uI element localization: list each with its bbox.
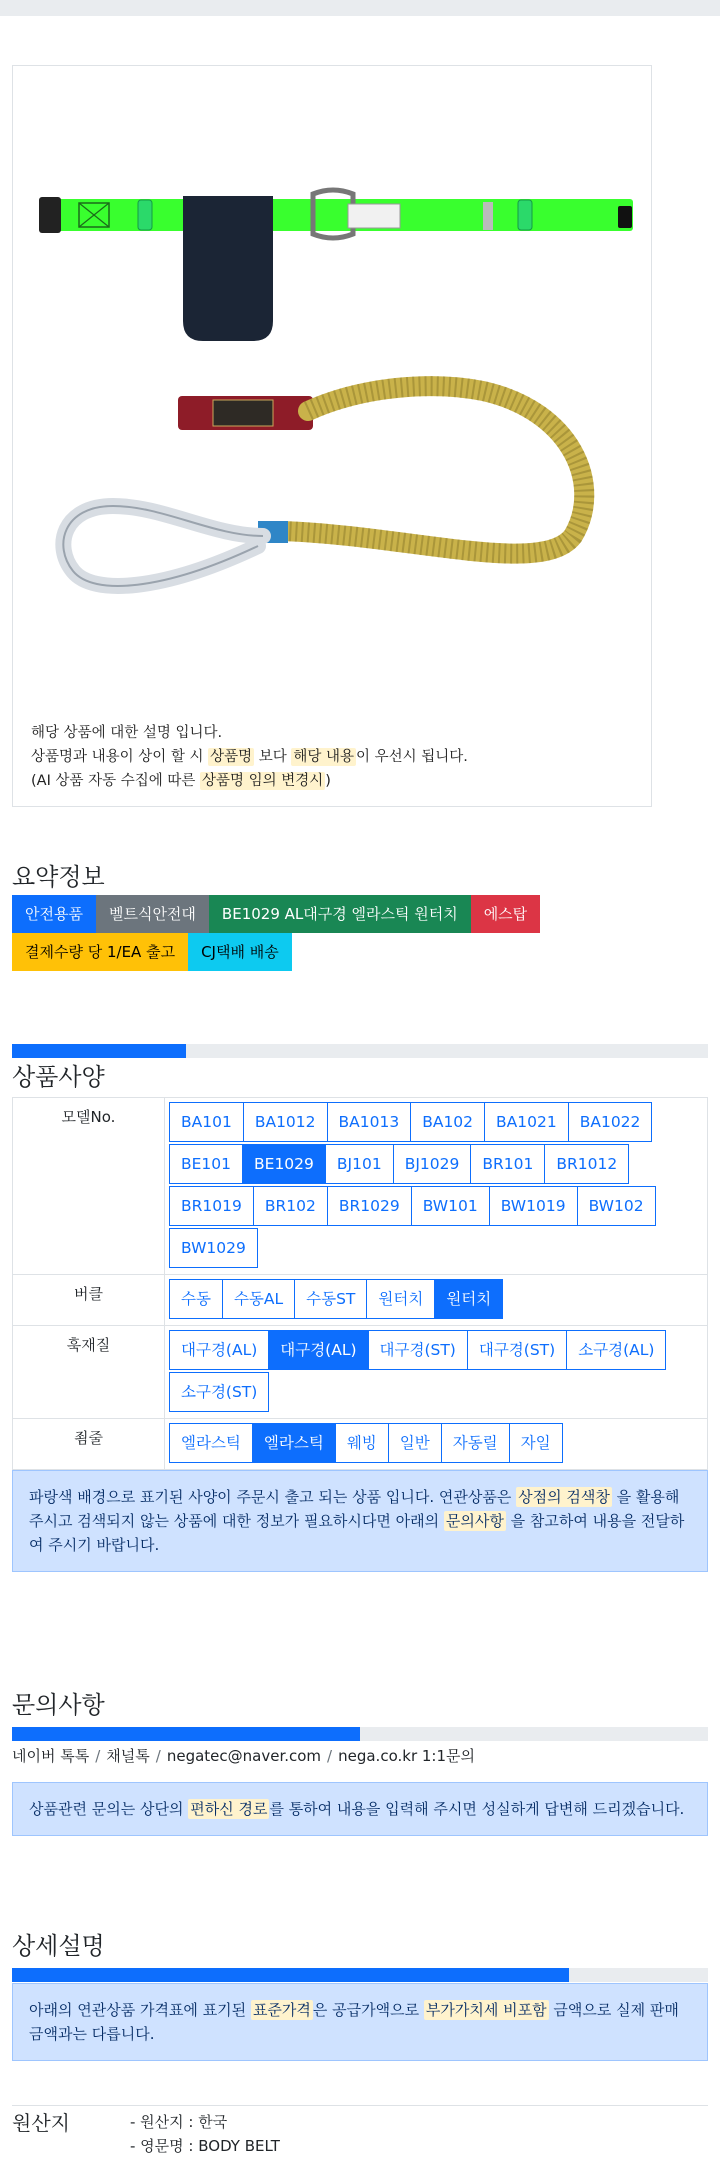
spec-option-button[interactable]: BA1013 bbox=[327, 1102, 412, 1142]
spec-label-model: 모델No. bbox=[13, 1098, 165, 1275]
spec-option-button[interactable]: 대구경(AL) bbox=[169, 1330, 269, 1370]
spec-option-button[interactable]: BA1022 bbox=[568, 1102, 653, 1142]
belt-end-right bbox=[618, 206, 632, 228]
spec-option-button[interactable]: 엘라스틱 bbox=[169, 1423, 253, 1463]
spec-row-lanyard bbox=[13, 1419, 708, 1470]
belt-pouch bbox=[183, 196, 273, 341]
spec-option-button[interactable]: BW1029 bbox=[169, 1228, 258, 1268]
spec-option-button[interactable]: BA1012 bbox=[243, 1102, 328, 1142]
spec-option-button[interactable]: BR102 bbox=[253, 1186, 328, 1226]
spec-label-lanyard: 죔줄 bbox=[13, 1419, 165, 1470]
link-channel-talk[interactable]: 채널톡 bbox=[106, 1747, 150, 1765]
belt-buckle-left bbox=[39, 197, 61, 233]
spec-label-hook: 훅재질 bbox=[13, 1326, 165, 1419]
highlight-product-name: 상품명 bbox=[210, 749, 253, 765]
product-image-description bbox=[31, 721, 468, 793]
inquiry-progress-bar bbox=[12, 1727, 708, 1741]
detail-progress-bar bbox=[12, 1968, 708, 1982]
spec-row-buckle bbox=[13, 1275, 708, 1326]
spec-option-button[interactable]: BR1019 bbox=[169, 1186, 254, 1226]
inquiry-title: 문의사항 bbox=[12, 1691, 105, 1719]
spec-progress-bar bbox=[12, 1044, 708, 1058]
origin-country: - 원산지 : 한국 bbox=[130, 2113, 228, 2131]
spec-notice: 파랑색 배경으로 표기된 사양이 주문시 출고 되는 상품 입니다. 연관상품은 상점의 검색창 을 활용해 주시고 검색되지 않는 상품에 대한 정보가 필요하시다면 아래의 문의사항 을 참고하여 내용을 전달하여 주시기 바랍니다. bbox=[12, 1470, 708, 1572]
spec-label-buckle: 버클 bbox=[13, 1275, 165, 1326]
lanyard-options bbox=[169, 1423, 703, 1465]
hook-options bbox=[169, 1330, 703, 1414]
model-options bbox=[169, 1102, 703, 1270]
highlight-convenient-route: 편하신 경로 bbox=[190, 1800, 268, 1818]
spec-row-model bbox=[13, 1098, 708, 1275]
spec-option-button[interactable]: 웨빙 bbox=[335, 1423, 389, 1463]
highlight-content: 해당 내용 bbox=[293, 749, 355, 765]
spec-option-button[interactable]: BA101 bbox=[169, 1102, 244, 1142]
snap-hook bbox=[63, 506, 263, 586]
belt-label bbox=[348, 204, 400, 228]
belt-strap bbox=[43, 199, 633, 231]
product-image bbox=[13, 66, 651, 666]
detail-notice: 아래의 연관상품 가격표에 표기된 표준가격 은 공급가액으로 부가가치세 비포함 금액으로 실제 판매금액과는 다릅니다. bbox=[12, 1983, 708, 2061]
link-email[interactable]: negatec@naver.com bbox=[166, 1747, 322, 1765]
top-bar bbox=[0, 0, 720, 16]
detail-title: 상세설명 bbox=[12, 1932, 105, 1960]
spec-option-button[interactable]: BE101 bbox=[169, 1144, 243, 1184]
spec-option-button[interactable]: 자일 bbox=[509, 1423, 563, 1463]
origin-label: 원산지 bbox=[12, 2111, 70, 2135]
product-image-card bbox=[12, 65, 652, 807]
spec-option-button[interactable]: BR1012 bbox=[544, 1144, 629, 1184]
spec-option-button[interactable]: 원터치 bbox=[434, 1279, 503, 1319]
badge-quantity: 결제수량 당 1/EA 출고 bbox=[12, 933, 188, 971]
badge-product-name: BE1029 AL대구경 엘라스틱 원터치 bbox=[209, 895, 471, 933]
summary-badges bbox=[12, 895, 712, 971]
spec-option-button[interactable]: 엘라스틱 bbox=[252, 1423, 336, 1463]
badge-category: 안전용품 bbox=[12, 895, 96, 933]
spec-option-button[interactable]: 대구경(ST) bbox=[467, 1330, 567, 1370]
spec-option-button[interactable]: BA102 bbox=[410, 1102, 485, 1142]
belt-keeper bbox=[483, 202, 493, 230]
highlight-standard-price: 표준가격 bbox=[252, 2001, 311, 2019]
badge-shipping: CJ택배 배송 bbox=[188, 933, 292, 971]
spec-option-button[interactable]: BW102 bbox=[577, 1186, 656, 1226]
spec-option-button[interactable]: 원터치 bbox=[366, 1279, 435, 1319]
spec-option-button[interactable]: BR101 bbox=[470, 1144, 545, 1184]
buckle-options bbox=[169, 1279, 703, 1321]
highlight-search-box: 상점의 검색창 bbox=[518, 1488, 610, 1506]
spec-option-button[interactable]: BE1029 bbox=[242, 1144, 326, 1184]
spec-option-button[interactable]: 일반 bbox=[388, 1423, 442, 1463]
spec-option-button[interactable]: 자동릴 bbox=[441, 1423, 510, 1463]
highlight-name-change: 상품명 임의 변경시 bbox=[201, 773, 324, 789]
spec-option-button[interactable]: 소구경(AL) bbox=[566, 1330, 666, 1370]
spec-option-button[interactable]: BR1029 bbox=[327, 1186, 412, 1226]
spec-option-button[interactable]: BW1019 bbox=[489, 1186, 578, 1226]
highlight-vat-excluded: 부가가치세 비포함 bbox=[425, 2001, 547, 2019]
origin-english-name: - 영문명 : BODY BELT bbox=[130, 2137, 280, 2155]
spec-option-button[interactable]: 수동ST bbox=[294, 1279, 367, 1319]
inquiry-notice: 상품관련 문의는 상단의 편하신 경로 를 통하여 내용을 입력해 주시면 성실하게 답변해 드리겠습니다. bbox=[12, 1782, 708, 1836]
desc-line-1: 해당 상품에 대한 설명 입니다. bbox=[31, 725, 223, 741]
spec-row-hook bbox=[13, 1326, 708, 1419]
badge-subcategory: 벨트식안전대 bbox=[96, 895, 209, 933]
desc-line-2: 상품명과 내용이 상이 할 시 상품명 보다 해당 내용 이 우선시 됩니다. bbox=[31, 749, 468, 765]
link-naver-talk[interactable]: 네이버 톡톡 bbox=[12, 1747, 90, 1765]
highlight-inquiry: 문의사항 bbox=[445, 1512, 504, 1530]
spec-option-button[interactable]: BJ1029 bbox=[393, 1144, 472, 1184]
spec-option-button[interactable]: BW101 bbox=[411, 1186, 490, 1226]
spec-option-button[interactable]: 소구경(ST) bbox=[169, 1372, 269, 1412]
origin-divider bbox=[12, 2105, 708, 2106]
spec-option-button[interactable]: BJ101 bbox=[325, 1144, 394, 1184]
spec-option-button[interactable]: BA1021 bbox=[484, 1102, 569, 1142]
spec-title: 상품사양 bbox=[12, 1063, 105, 1091]
belt-loop bbox=[138, 200, 152, 230]
badge-brand: 에스탑 bbox=[471, 895, 540, 933]
spec-option-button[interactable]: 수동 bbox=[169, 1279, 223, 1319]
spec-table bbox=[12, 1097, 708, 1470]
desc-line-3: (AI 상품 자동 수집에 따른 상품명 임의 변경시 ) bbox=[31, 773, 331, 789]
inquiry-links: 네이버 톡톡 / 채널톡 / negatec@naver.com / nega.co.kr 1:1문의 bbox=[12, 1747, 475, 1765]
spec-option-button[interactable]: 수동AL bbox=[222, 1279, 295, 1319]
summary-title: 요약정보 bbox=[12, 863, 105, 891]
spec-option-button[interactable]: 대구경(AL) bbox=[268, 1330, 368, 1370]
spec-option-button[interactable]: 대구경(ST) bbox=[368, 1330, 468, 1370]
link-one-to-one[interactable]: nega.co.kr 1:1문의 bbox=[338, 1747, 475, 1765]
origin-list bbox=[130, 2110, 280, 2158]
